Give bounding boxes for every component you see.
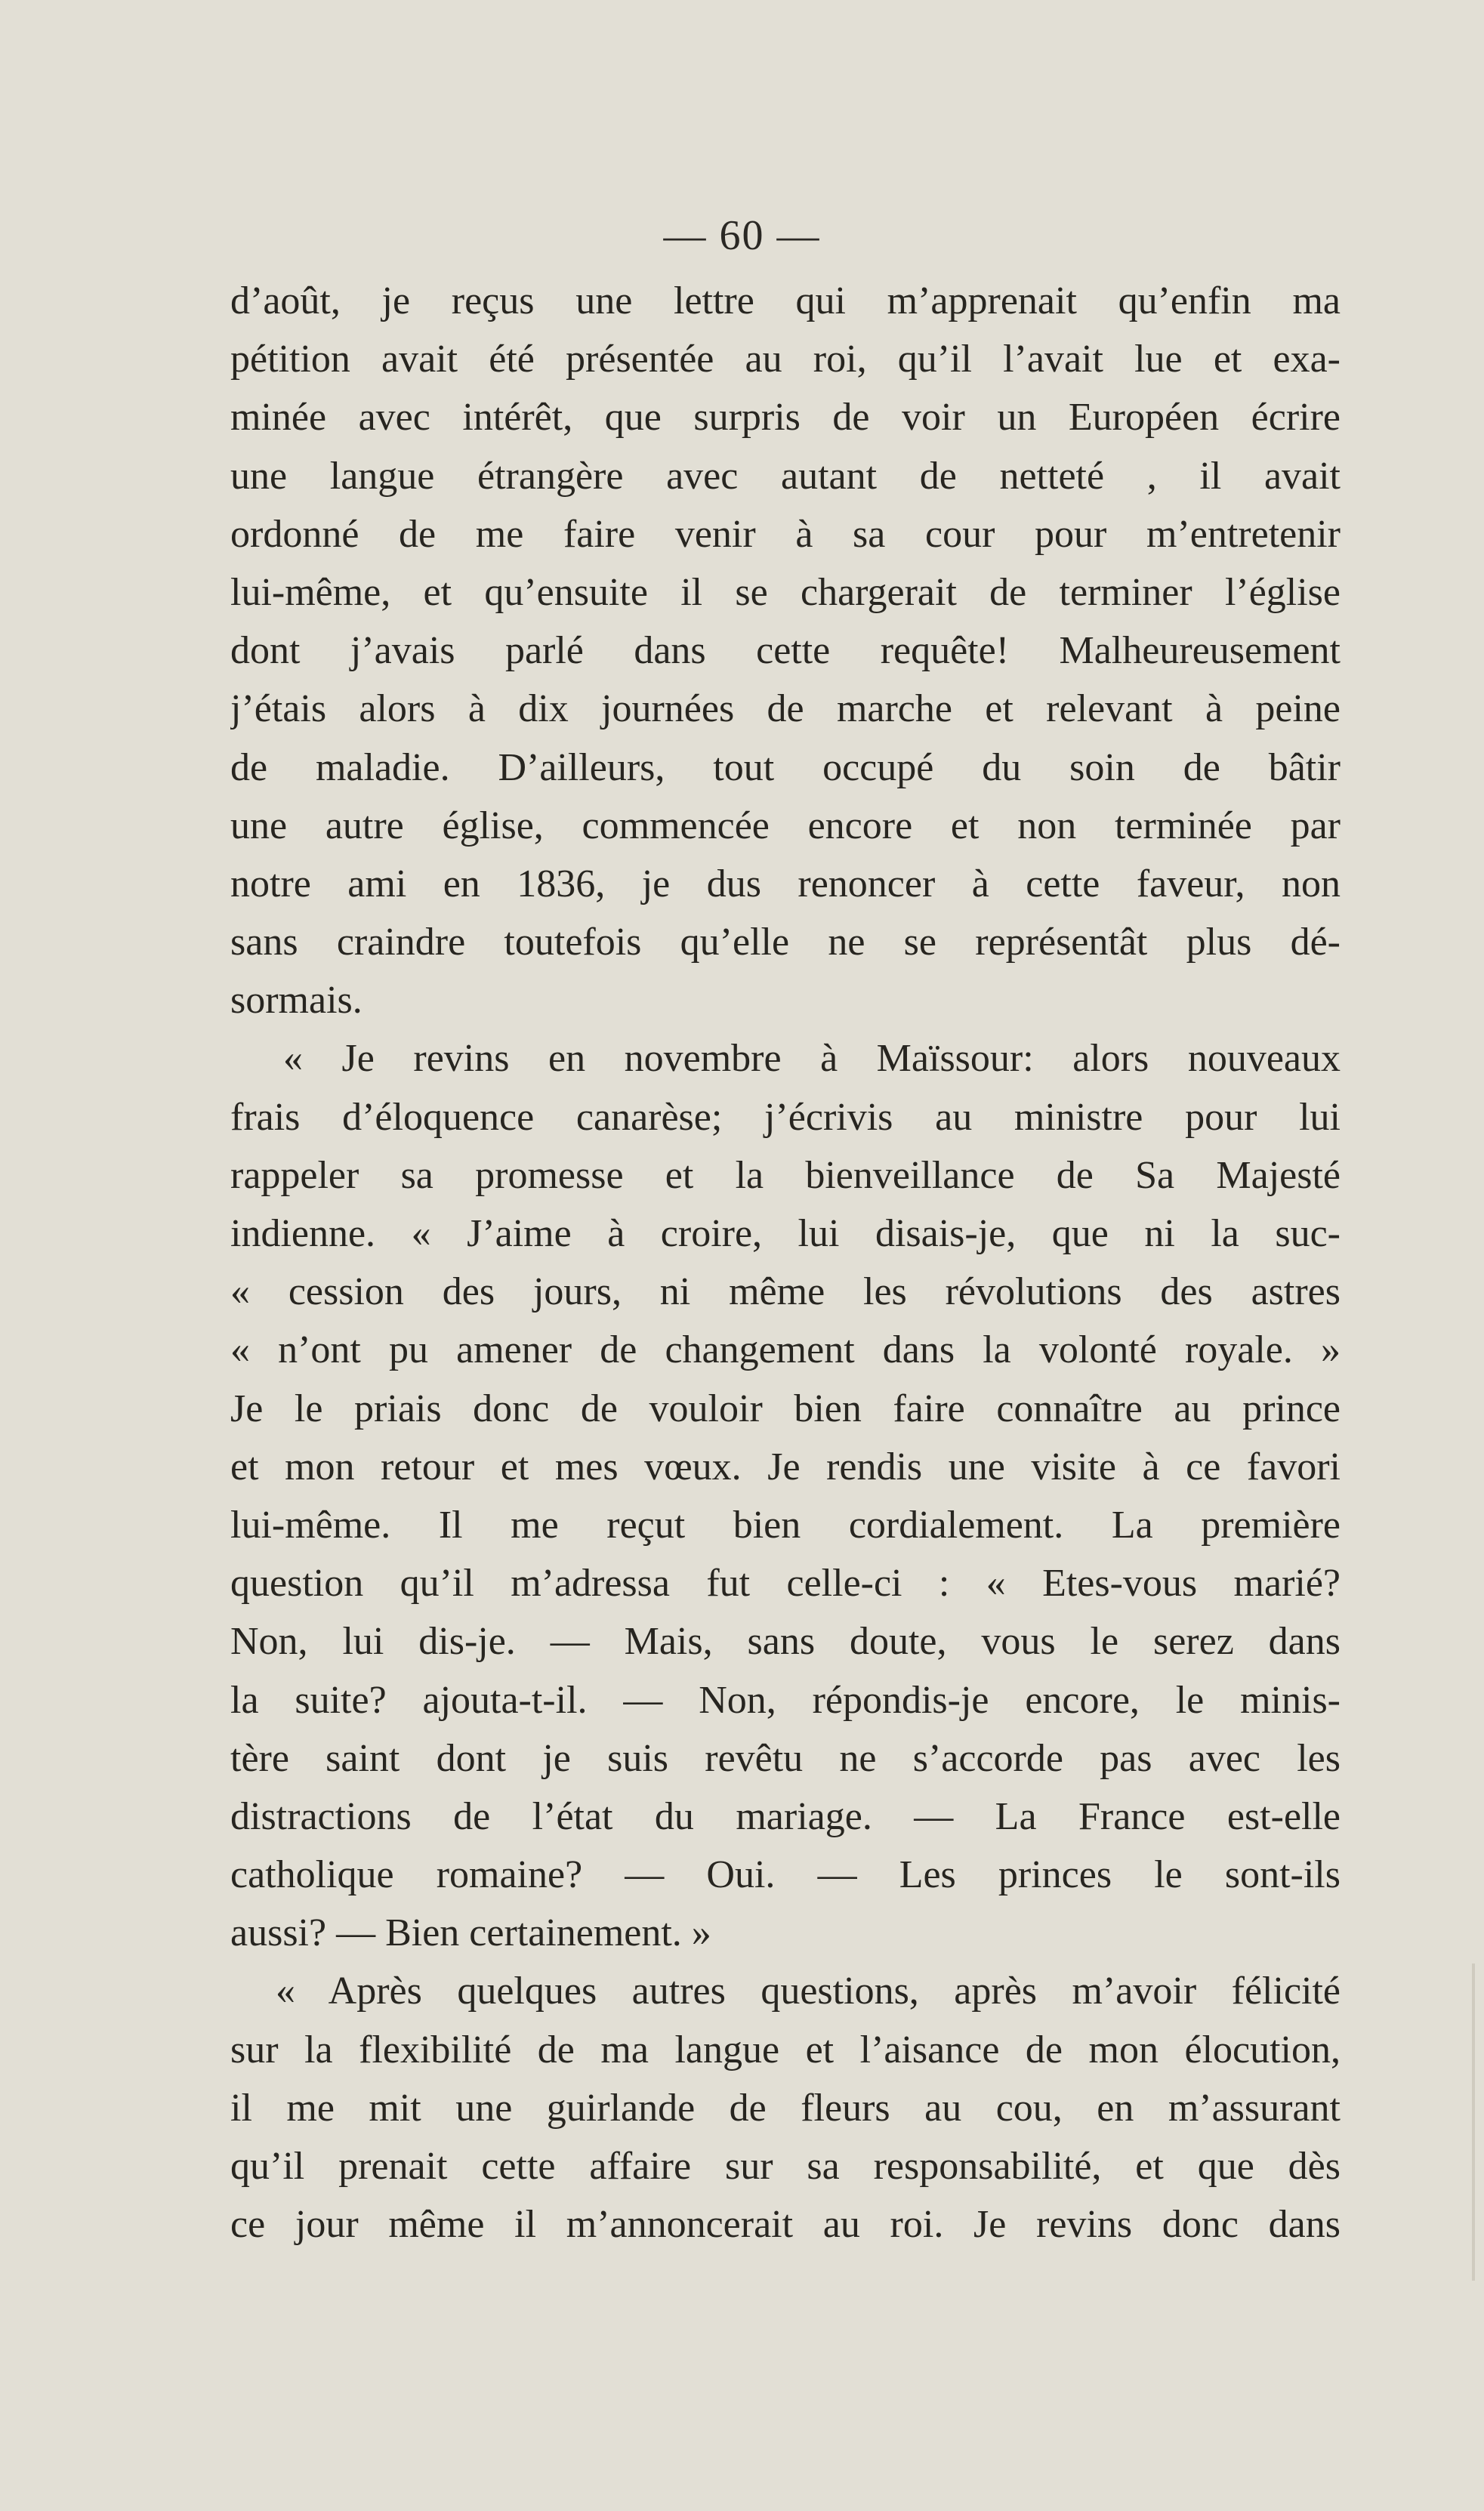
text-line: « n’ont pu amener de changement dans la volonté royale. » [230,1328,1341,1372]
page-number: — 60 — [663,212,821,259]
paragraph-start-line: « Après quelques autres questions, après m’avoir félicité [276,1970,1341,2013]
paragraph-start-line: « Je revins en novembre à Maïssour: alors nouveaux [283,1037,1341,1081]
page-edge-shadow [1472,1963,1475,2281]
text-line: tère saint dont je suis revêtu ne s’accorde pas avec les [230,1736,1341,1780]
text-line: la suite? ajouta-t-il. — Non, répondis-je encore, le minis- [230,1678,1341,1722]
text-line: Non, lui dis-je. — Mais, sans doute, vous le serez dans [230,1620,1341,1664]
text-line: pétition avait été présentée au roi, qu’il l’avait lue et exa- [230,338,1341,381]
text-line: qu’il prenait cette affaire sur sa responsabilité, et que dès [230,2145,1341,2188]
text-line: j’étais alors à dix journées de marche et relevant à peine [230,687,1341,731]
text-line: il me mit une guirlande de fleurs au cou, en m’assurant [230,2086,1341,2130]
text-line: sur la flexibilité de ma langue et l’aisance de mon élocution, [230,2028,1341,2071]
text-line: sans craindre toutefois qu’elle ne se représentât plus dé- [230,921,1341,964]
text-line: distractions de l’état du mariage. — La France est-elle [230,1794,1341,1838]
text-line: de maladie. D’ailleurs, tout occupé du soin de bâtir [230,745,1341,789]
paragraph-end-line: aussi? — Bien certainement. » [230,1911,711,1955]
text-line: ce jour même il m’annoncerait au roi. Je revins donc dans [230,2203,1341,2247]
text-line: Je le priais donc de vouloir bien faire connaître au prince [230,1387,1341,1430]
text-line: lui-même, et qu’ensuite il se chargerait de terminer l’église [230,570,1341,614]
text-line: frais d’éloquence canarèse; j’écrivis au ministre pour lui [230,1095,1341,1139]
text-line: catholique romaine? — Oui. — Les princes le sont-ils [230,1853,1341,1897]
text-line: « cession des jours, ni même les révolutions des astres [230,1270,1341,1314]
text-line: d’août, je reçus une lettre qui m’apprenait qu’enfin ma [230,279,1341,322]
text-line: rappeler sa promesse et la bienveillance de Sa Majesté [230,1153,1341,1197]
text-line: indienne. « J’aime à croire, lui disais-je, que ni la suc- [230,1212,1341,1255]
text-line: notre ami en 1836, je dus renoncer à cette faveur, non [230,862,1341,905]
text-line: une langue étrangère avec autant de netteté , il avait [230,454,1341,498]
text-line: dont j’avais parlé dans cette requête! Malheureusement [230,629,1341,673]
text-line: lui-même. Il me reçut bien cordialement. La première [230,1503,1341,1547]
body-text [230,272,1341,2253]
paragraph-end-line: sormais. [230,979,363,1023]
text-line: question qu’il m’adressa fut celle-ci : « Etes-vous marié? [230,1562,1341,1606]
text-line: une autre église, commencée encore et non terminée par [230,804,1341,847]
text-line: et mon retour et mes vœux. Je rendis une visite à ce favori [230,1445,1341,1488]
text-line: minée avec intérêt, que surpris de voir un Européen écrire [230,396,1341,440]
text-line: ordonné de me faire venir à sa cour pour m’entretenir [230,512,1341,556]
